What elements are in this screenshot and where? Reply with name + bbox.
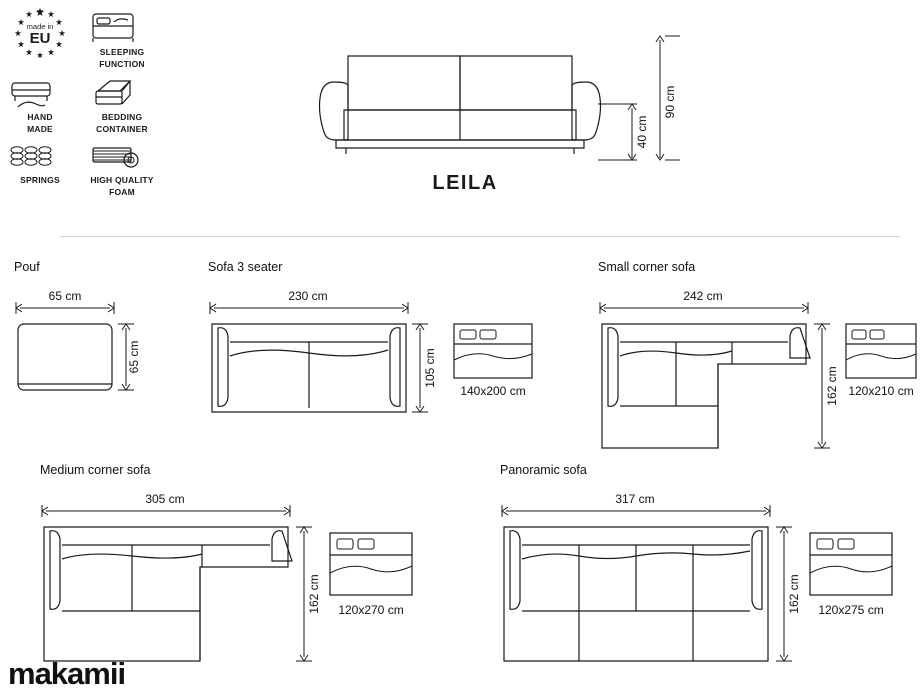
variant-title-medium-corner: Medium corner sofa: [40, 463, 151, 477]
sofa3-bed: 140x200 cm: [460, 384, 526, 398]
badge-springs: [8, 142, 72, 197]
hero-height-seat: 40 cm: [635, 115, 649, 149]
variant-title-pouf: Pouf: [14, 260, 40, 274]
badge-label-sleeping-2: FUNCTION: [99, 58, 145, 69]
foam-icon: [90, 142, 142, 174]
medium-corner-depth: 162 cm: [307, 574, 321, 614]
bedding-container-icon: [90, 77, 136, 111]
eu-stars-icon: [8, 6, 72, 60]
variant-pouf: [14, 260, 144, 413]
hand-made-icon: [8, 77, 54, 111]
badge-label-sleeping-1: SLEEPING: [99, 47, 145, 57]
panoramic-width: 317 cm: [615, 492, 655, 506]
variant-title-panoramic: Panoramic sofa: [500, 463, 587, 477]
badge-made-in-eu: [8, 6, 72, 69]
feature-badges: [8, 6, 168, 205]
badge-row-3: [8, 142, 168, 197]
panoramic-depth: 162 cm: [787, 574, 801, 614]
svg-text:made in: made in: [26, 22, 54, 31]
pouf-depth: 65 cm: [127, 340, 141, 374]
product-name: LEILA: [432, 172, 498, 194]
variant-title-small-corner: Small corner sofa: [598, 260, 696, 274]
medium-corner-bed: 120x270 cm: [338, 603, 404, 617]
springs-icon: [8, 142, 54, 174]
badge-label-springs-1: SPRINGS: [20, 175, 60, 186]
variant-medium-corner-sofa: [40, 463, 460, 681]
svg-text:EU: EU: [29, 30, 51, 47]
badge-hand-made: [8, 77, 72, 134]
pouf-width: 65 cm: [48, 289, 82, 303]
section-divider: [60, 236, 900, 237]
badge-bedding-container: [90, 77, 154, 134]
badge-label-foam-2: FOAM: [109, 186, 135, 197]
badge-label-hand-2: MADE: [27, 123, 53, 134]
brand-logo: [8, 652, 158, 696]
sofa3-depth: 105 cm: [423, 348, 437, 388]
hero-sofa-illustration: [300, 14, 620, 164]
small-corner-bed: 120x210 cm: [848, 384, 914, 398]
badge-label-foam-1: HIGH QUALITY: [90, 175, 154, 186]
sleeping-function-icon: [90, 6, 136, 46]
small-corner-width: 242 cm: [683, 289, 723, 303]
small-corner-depth: 162 cm: [825, 366, 839, 406]
variant-sofa-3-seater: [208, 260, 538, 438]
badge-row-2: [8, 77, 168, 134]
hero-height-total: 90 cm: [663, 85, 677, 119]
variant-title-sofa3: Sofa 3 seater: [208, 260, 283, 274]
badge-high-quality-foam: [90, 142, 154, 197]
variant-small-corner-sofa: [598, 260, 918, 458]
hero-dimensions: [620, 30, 700, 170]
panoramic-bed: 120x275 cm: [818, 603, 884, 617]
badge-label-hand-1: HAND: [27, 112, 53, 123]
sofa3-width: 230 cm: [288, 289, 328, 303]
badge-label-bedding-1: BEDDING: [101, 112, 143, 123]
medium-corner-width: 305 cm: [145, 492, 185, 506]
badge-label-bedding-2: CONTAINER: [96, 123, 148, 134]
brand-name: makamii: [8, 656, 126, 691]
badge-sleeping-function: [90, 6, 154, 69]
variant-panoramic-sofa: [500, 463, 920, 681]
badge-row-1: [8, 6, 168, 69]
